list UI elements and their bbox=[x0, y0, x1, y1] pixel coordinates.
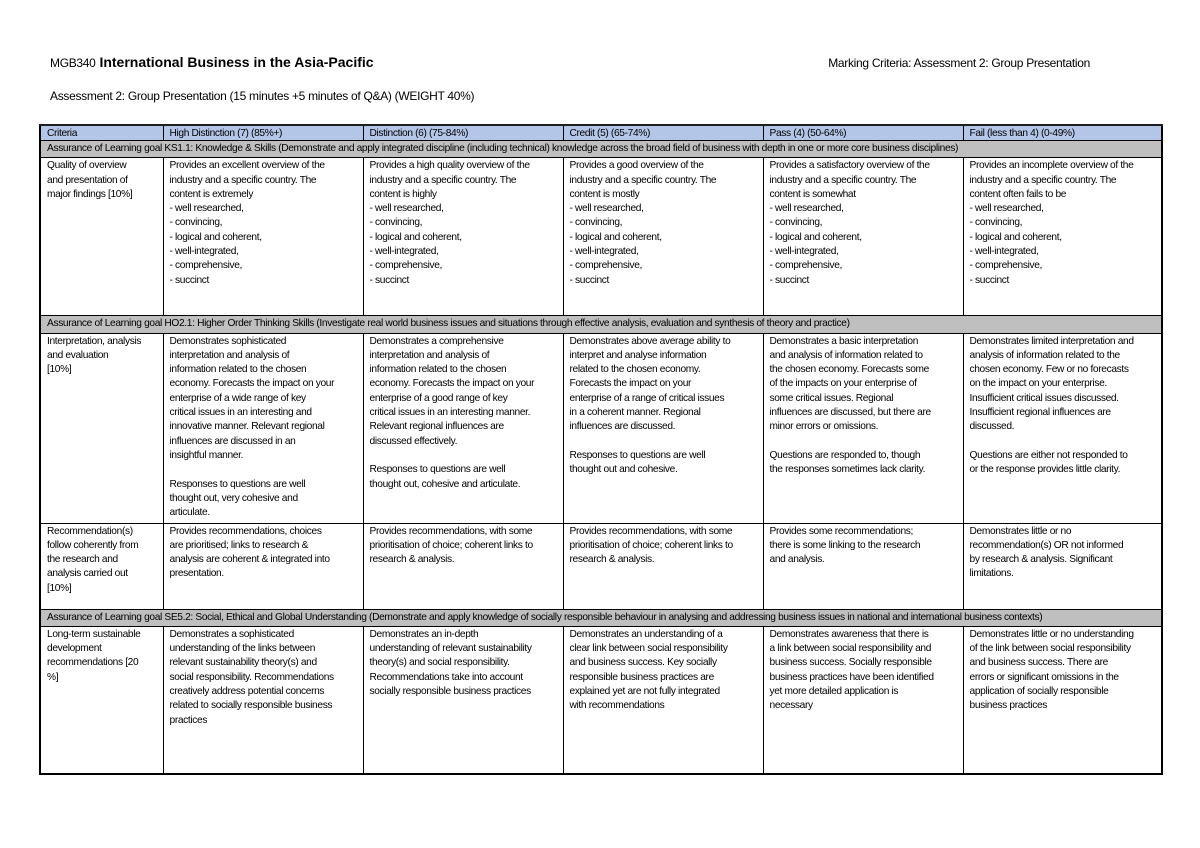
marking-criteria-title: Marking Criteria: Assessment 2: Group Presentation bbox=[828, 56, 1090, 70]
fail-cell: Provides an incomplete overview of the industry and a specific country. The content often fails to be - well researched, - convincing, - logical and coherent, - well-integrated, - comprehensive, - succinct bbox=[963, 158, 1162, 316]
credit-cell: Provides recommendations, with some prioritisation of choice; coherent links to research & analysis. bbox=[563, 523, 763, 609]
criterion-cell: Interpretation, analysis and evaluation [10%] bbox=[40, 333, 163, 523]
rubric-header-row bbox=[40, 125, 1162, 141]
table-row bbox=[40, 626, 1162, 774]
distinction-cell: Demonstrates a comprehensive interpretation and analysis of information related to the chosen economy. Forecasts the impact on your enterprise of a good range of key critical issues in an interesting manner. Relevant regional influences are discussed effectively. Responses to questions are well thought out, cohesive and articulate. bbox=[363, 333, 563, 523]
column-header-pass: Pass (4) (50-64%) bbox=[763, 125, 963, 141]
section-row-ho2-1 bbox=[40, 316, 1162, 333]
distinction-cell: Demonstrates an in-depth understanding of relevant sustainability theory(s) and social responsibility. Recommendations take into account socially responsible business practices bbox=[363, 626, 563, 774]
pass-cell: Demonstrates awareness that there is a link between social responsibility and business success. Socially responsible business practices have been identified yet more detailed application is necessary bbox=[763, 626, 963, 774]
course-code: MGB340 bbox=[50, 56, 96, 70]
fail-cell: Demonstrates little or no recommendation(s) OR not informed by research & analysis. Significant limitations. bbox=[963, 523, 1162, 609]
criterion-cell: Quality of overview and presentation of major findings [10%] bbox=[40, 158, 163, 316]
table-row bbox=[40, 523, 1162, 609]
section-heading-se5-2: Assurance of Learning goal SE5.2: Social, Ethical and Global Understanding (Demonstrate and apply knowledge of socially responsible behaviour in analysing and addressing business issues in national and international business contexts) bbox=[40, 609, 1162, 626]
criterion-cell: Long-term sustainable development recommendations [20 %] bbox=[40, 626, 163, 774]
pass-cell: Provides a satisfactory overview of the industry and a specific country. The content is somewhat - well researched, - convincing, - logical and coherent, - well-integrated, - comprehensive, - succinct bbox=[763, 158, 963, 316]
column-header-credit: Credit (5) (65-74%) bbox=[563, 125, 763, 141]
marking-rubric-table bbox=[39, 124, 1163, 775]
credit-cell: Demonstrates an understanding of a clear link between social responsibility and business success. Key socially responsible business practices are explained yet are not fully integrated with recommendations bbox=[563, 626, 763, 774]
table-row bbox=[40, 158, 1162, 316]
document-header bbox=[50, 54, 374, 70]
fail-cell: Demonstrates limited interpretation and analysis of information related to the chosen economy. Few or no forecasts on the impact on your enterprise. Insufficient critical issues discussed. Insufficient regional influences are discussed. Questions are either not responded to or the response provides little clarity. bbox=[963, 333, 1162, 523]
distinction-cell: Provides a high quality overview of the industry and a specific country. The content is highly - well researched, - convincing, - logical and coherent, - well-integrated, - comprehensive, - succinct bbox=[363, 158, 563, 316]
credit-cell: Provides a good overview of the industry and a specific country. The content is mostly - well researched, - convincing, - logical and coherent, - well-integrated, - comprehensive, - succinct bbox=[563, 158, 763, 316]
column-header-distinction: Distinction (6) (75-84%) bbox=[363, 125, 563, 141]
assessment-subtitle: Assessment 2: Group Presentation (15 minutes +5 minutes of Q&A) (WEIGHT 40%) bbox=[50, 89, 475, 103]
course-title: International Business in the Asia-Pacific bbox=[99, 54, 374, 70]
table-row bbox=[40, 333, 1162, 523]
distinction-cell: Provides recommendations, with some prioritisation of choice; coherent links to research & analysis. bbox=[363, 523, 563, 609]
column-header-high-distinction: High Distinction (7) (85%+) bbox=[163, 125, 363, 141]
section-row-ks1-1 bbox=[40, 141, 1162, 158]
high-distinction-cell: Provides recommendations, choices are prioritised; links to research & analysis are coherent & integrated into presentation. bbox=[163, 523, 363, 609]
pass-cell: Demonstrates a basic interpretation and analysis of information related to the chosen economy. Forecasts some of the impacts on your enterprise of some critical issues. Regional influences are discussed, but there are minor errors or omissions. Questions are responded to, though the responses sometimes lack clarity. bbox=[763, 333, 963, 523]
high-distinction-cell: Demonstrates sophisticated interpretation and analysis of information related to the chosen economy. Forecasts the impact on your enterprise of a wide range of key critical issues in an interesting and innovative manner. Relevant regional influences are discussed in an insightful manner. Responses to questions are well thought out, very cohesive and articulate. bbox=[163, 333, 363, 523]
criterion-cell: Recommendation(s) follow coherently from the research and analysis carried out [10%] bbox=[40, 523, 163, 609]
section-row-se5-2 bbox=[40, 609, 1162, 626]
pass-cell: Provides some recommendations; there is some linking to the research and analysis. bbox=[763, 523, 963, 609]
column-header-fail: Fail (less than 4) (0-49%) bbox=[963, 125, 1162, 141]
high-distinction-cell: Provides an excellent overview of the industry and a specific country. The content is extremely - well researched, - convincing, - logical and coherent, - well-integrated, - comprehensive, - succinct bbox=[163, 158, 363, 316]
high-distinction-cell: Demonstrates a sophisticated understanding of the links between relevant sustainability theory(s) and social responsibility. Recommendations creatively address potential concerns related to socially responsible business practices bbox=[163, 626, 363, 774]
fail-cell: Demonstrates little or no understanding of the link between social responsibility and business success. There are errors or significant omissions in the application of socially responsible business practices bbox=[963, 626, 1162, 774]
section-heading-ho2-1: Assurance of Learning goal HO2.1: Higher Order Thinking Skills (Investigate real world business issues and situations through effective analysis, evaluation and synthesis of theory and practice) bbox=[40, 316, 1162, 333]
credit-cell: Demonstrates above average ability to interpret and analyse information related to the chosen economy. Forecasts the impact on your enterprise of a range of critical issues in a coherent manner. Regional influences are discussed. Responses to questions are well thought out and cohesive. bbox=[563, 333, 763, 523]
column-header-criteria: Criteria bbox=[40, 125, 163, 141]
section-heading-ks1-1: Assurance of Learning goal KS1.1: Knowledge & Skills (Demonstrate and apply integrated discipline (including technical) knowledge across the broad field of business with depth in one or more core business disciplines) bbox=[40, 141, 1162, 158]
